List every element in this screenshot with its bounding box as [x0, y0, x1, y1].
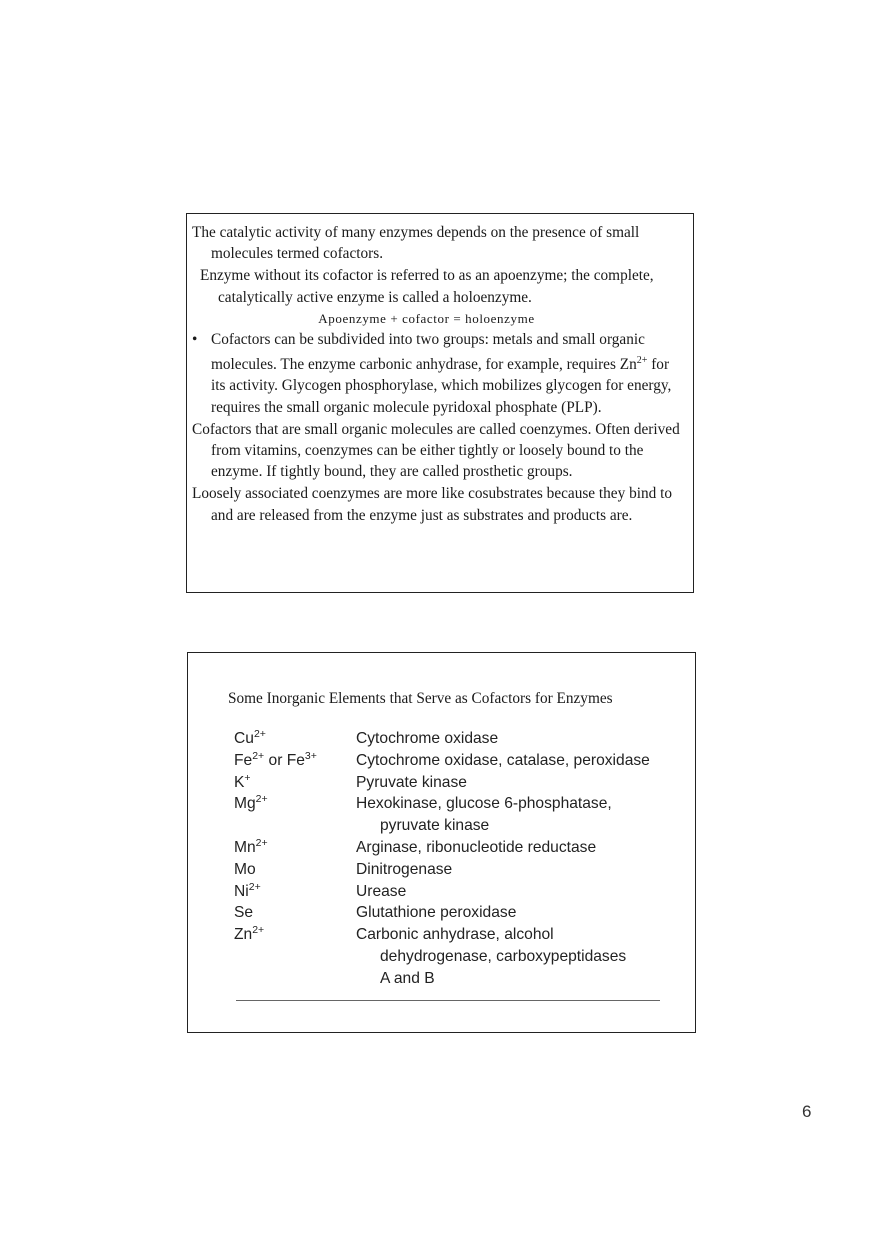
enzyme-text: Cytochrome oxidase — [356, 730, 499, 747]
charge-superscript: 2+ — [252, 749, 265, 762]
enzyme-text-continued: dehydrogenase, carboxypeptidases — [380, 947, 627, 965]
charge-superscript: 3+ — [304, 749, 317, 762]
cofactor-table — [234, 728, 664, 990]
element-text: Ni — [234, 882, 249, 900]
enzyme-list — [356, 772, 664, 794]
enzyme-list — [356, 902, 664, 924]
enzyme-list — [356, 728, 664, 750]
charge-superscript: 2+ — [255, 836, 268, 849]
slide-inorganic-cofactors-table — [187, 652, 696, 1033]
element-text: Se — [234, 904, 254, 922]
table-row — [234, 772, 664, 794]
element-text: Cu — [234, 730, 254, 747]
enzyme-list — [356, 837, 664, 859]
table-bottom-rule — [236, 1000, 660, 1001]
table-row — [234, 859, 664, 881]
element-symbol — [234, 750, 356, 772]
charge-superscript: 2+ — [253, 728, 266, 740]
table-row — [234, 924, 664, 989]
table-row — [234, 793, 664, 837]
enzyme-text: Cytochrome oxidase, catalase, peroxidase — [356, 751, 650, 769]
enzyme-list — [356, 793, 664, 837]
page-number: 6 — [802, 1102, 812, 1121]
enzyme-list — [356, 859, 664, 881]
element-symbol — [234, 772, 356, 794]
bullet-cofactor-groups — [192, 329, 687, 418]
enzyme-text: Hexokinase, glucose 6-phosphatase, — [356, 795, 612, 813]
element-text: Mg — [234, 795, 256, 813]
enzyme-text: Arginase, ribonucleotide reductase — [356, 838, 597, 856]
element-text: Mn — [234, 838, 256, 856]
table-row — [234, 750, 664, 772]
paragraph-cosubstrates: Loosely associated coenzymes are more like cosubstrates because they bind to and are released from the enzyme just as substrates and products are. — [192, 485, 672, 524]
equation-apoenzyme: Apoenzyme + cofactor = holoenzyme — [318, 310, 535, 326]
enzyme-text-continued: A and B — [380, 969, 435, 987]
element-text: or Fe — [264, 751, 305, 769]
enzyme-list — [356, 881, 664, 903]
bullet-icon: • — [192, 330, 198, 348]
charge-superscript: 2+ — [252, 924, 265, 937]
bullet-text-part1: Cofactors can be subdivided into two groups: metals and small organic molecules. The enzyme carbonic anhydrase, for example, requires Zn — [211, 330, 645, 374]
table-row — [234, 728, 664, 750]
charge-superscript: + — [244, 771, 251, 784]
enzyme-text: Glutathione peroxidase — [356, 904, 517, 922]
element-symbol — [234, 881, 356, 903]
enzyme-text: Urease — [356, 882, 407, 900]
element-text: Fe — [234, 751, 253, 769]
paragraph-cofactors-intro: The catalytic activity of many enzymes depends on the presence of small molecules termed cofactors. — [192, 224, 640, 263]
charge-superscript: 2+ — [255, 793, 268, 806]
element-symbol — [234, 924, 356, 989]
enzyme-text: Dinitrogenase — [356, 860, 453, 878]
slide-cofactors-text — [186, 213, 694, 593]
element-text: Mo — [234, 860, 256, 878]
enzyme-text: Pyruvate kinase — [356, 773, 467, 791]
enzyme-list — [356, 924, 664, 989]
enzyme-text-continued: pyruvate kinase — [380, 817, 490, 835]
element-text: Zn — [234, 926, 253, 944]
element-symbol — [234, 859, 356, 881]
element-symbol — [234, 837, 356, 859]
element-symbol — [234, 728, 356, 750]
paragraph-coenzymes: Cofactors that are small organic molecules are called coenzymes. Often derived from vitamins, coenzymes can be either tightly or loosely bound to the enzyme. If tightly bound, they are called prosthetic groups. — [192, 420, 680, 481]
element-symbol — [234, 902, 356, 924]
zinc-charge: 2+ — [636, 355, 648, 367]
enzyme-list — [356, 750, 664, 772]
paragraph-apoenzyme-holoenzyme: Enzyme without its cofactor is referred to as an apoenzyme; the complete, catalytically active enzyme is called a holoenzyme. — [200, 267, 654, 306]
table-row — [234, 902, 664, 924]
bullet-text-part2: for its activity. Glycogen phosphorylase, which mobilizes glycogen for energy, requires the small organic molecule pyridoxal phosphate (PLP). — [211, 356, 672, 416]
table-row — [234, 881, 664, 903]
enzyme-text: Carbonic anhydrase, alcohol — [356, 926, 554, 944]
element-text: K — [234, 773, 245, 791]
table-row — [234, 837, 664, 859]
element-symbol — [234, 793, 356, 837]
table-title: Some Inorganic Elements that Serve as Cofactors for Enzymes — [228, 690, 613, 707]
charge-superscript: 2+ — [248, 880, 261, 893]
